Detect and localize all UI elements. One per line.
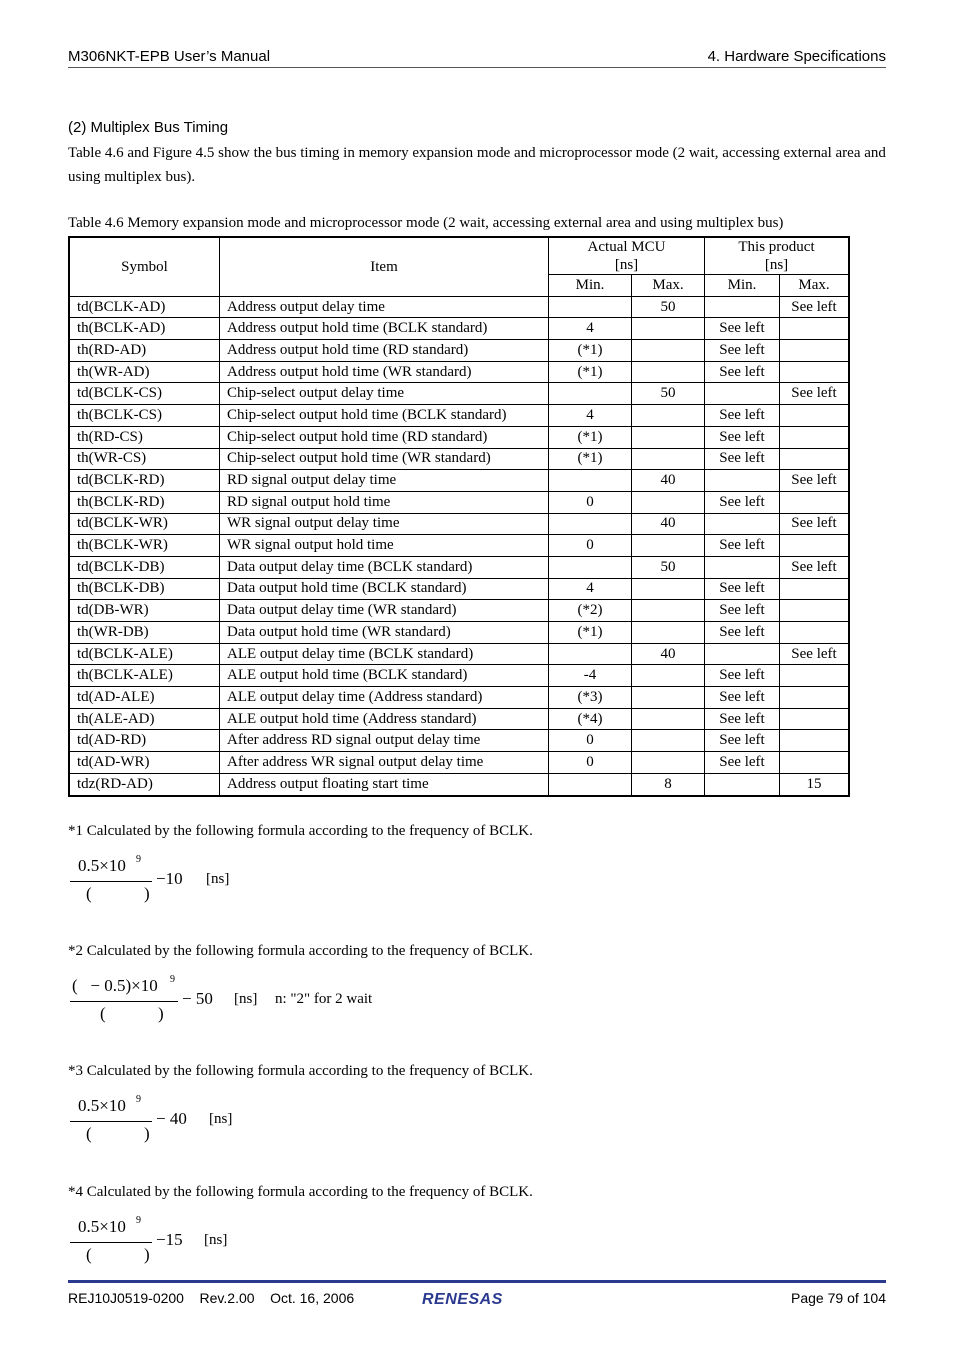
formula-2-fraction-bar <box>70 1001 178 1002</box>
formula-1-numerator: 0.5×10 <box>78 856 126 875</box>
table-row <box>69 491 849 513</box>
header-mcu-max: Max. <box>632 275 705 297</box>
cell-mcu-min <box>549 773 632 795</box>
cell-item: Chip-select output hold time (BCLK standard) <box>220 405 549 427</box>
cell-mcu-max <box>632 752 705 774</box>
formula-2-numerator: ( − 0.5)×10 <box>72 976 158 995</box>
formula-4-subtract: −15 <box>156 1230 183 1249</box>
table-row <box>69 600 849 622</box>
cell-mcu-max <box>632 708 705 730</box>
cell-mcu-max <box>632 578 705 600</box>
cell-mcu-min: (*1) <box>549 361 632 383</box>
table-row <box>69 556 849 578</box>
cell-mcu-min <box>549 296 632 318</box>
formula-4 <box>70 1217 400 1273</box>
cell-mcu-min: 0 <box>549 491 632 513</box>
cell-product-min: See left <box>705 318 780 340</box>
cell-product-min: See left <box>705 361 780 383</box>
cell-mcu-max <box>632 687 705 709</box>
header-item: Item <box>220 237 549 296</box>
cell-product-max <box>780 535 850 557</box>
footer-rule <box>68 1280 886 1283</box>
cell-symbol: td(AD-ALE) <box>69 687 220 709</box>
header-actual-mcu-label: Actual MCU <box>587 239 666 255</box>
renesas-logo <box>420 1288 532 1311</box>
cell-item: ALE output hold time (BCLK standard) <box>220 665 549 687</box>
cell-symbol: td(BCLK-RD) <box>69 470 220 492</box>
table-row <box>69 622 849 644</box>
formula-1-subtract: −10 <box>156 869 183 888</box>
cell-product-max <box>780 340 850 362</box>
cell-item: Chip-select output delay time <box>220 383 549 405</box>
cell-product-max: See left <box>780 296 850 318</box>
header-mcu-min: Min. <box>549 275 632 297</box>
cell-mcu-max <box>632 600 705 622</box>
formula-3-numerator: 0.5×10 <box>78 1096 126 1115</box>
table-row <box>69 578 849 600</box>
cell-mcu-min: (*1) <box>549 426 632 448</box>
table-row <box>69 361 849 383</box>
formula-1 <box>70 856 400 912</box>
cell-symbol: th(RD-AD) <box>69 340 220 362</box>
formula-4-numerator: 0.5×10 <box>78 1217 126 1236</box>
cell-item: After address WR signal output delay time <box>220 752 549 774</box>
cell-mcu-min: 0 <box>549 535 632 557</box>
cell-symbol: th(BCLK-ALE) <box>69 665 220 687</box>
cell-product-min: See left <box>705 665 780 687</box>
table-row <box>69 773 849 795</box>
cell-symbol: td(BCLK-WR) <box>69 513 220 535</box>
note-1: *1 Calculated by the following formula according to the frequency of BCLK. <box>68 823 533 839</box>
cell-product-max: See left <box>780 643 850 665</box>
cell-symbol: th(BCLK-DB) <box>69 578 220 600</box>
cell-mcu-min: (*1) <box>549 622 632 644</box>
cell-product-min <box>705 383 780 405</box>
table-row <box>69 383 849 405</box>
cell-mcu-max <box>632 535 705 557</box>
cell-product-max <box>780 622 850 644</box>
cell-item: ALE output hold time (Address standard) <box>220 708 549 730</box>
cell-product-max: See left <box>780 383 850 405</box>
cell-item: WR signal output hold time <box>220 535 549 557</box>
cell-symbol: tdz(RD-AD) <box>69 773 220 795</box>
table-row <box>69 535 849 557</box>
formula-1-unit: [ns] <box>206 871 230 887</box>
cell-mcu-max <box>632 426 705 448</box>
cell-mcu-min: (*4) <box>549 708 632 730</box>
cell-product-min: See left <box>705 405 780 427</box>
formula-3 <box>70 1096 400 1152</box>
cell-mcu-max <box>632 665 705 687</box>
formula-1-denominator-open: ( <box>86 884 92 903</box>
note-2: *2 Calculated by the following formula according to the frequency of BCLK. <box>68 943 533 959</box>
cell-product-max: See left <box>780 556 850 578</box>
cell-mcu-min <box>549 643 632 665</box>
cell-mcu-min <box>549 556 632 578</box>
cell-product-min: See left <box>705 687 780 709</box>
cell-symbol: th(BCLK-AD) <box>69 318 220 340</box>
cell-product-max: See left <box>780 513 850 535</box>
cell-product-max <box>780 448 850 470</box>
cell-product-min: See left <box>705 578 780 600</box>
cell-item: After address RD signal output delay time <box>220 730 549 752</box>
cell-product-min: See left <box>705 448 780 470</box>
formula-3-unit: [ns] <box>209 1111 233 1127</box>
formula-2 <box>70 976 400 1032</box>
cell-item: Address output delay time <box>220 296 549 318</box>
cell-product-min <box>705 470 780 492</box>
table-row <box>69 405 849 427</box>
cell-product-min: See left <box>705 730 780 752</box>
formula-4-exponent: 9 <box>136 1215 141 1226</box>
cell-product-min: See left <box>705 708 780 730</box>
page-header <box>68 47 886 68</box>
cell-mcu-min: 4 <box>549 578 632 600</box>
timing-table <box>68 236 850 797</box>
cell-symbol: th(RD-CS) <box>69 426 220 448</box>
formula-1-exponent: 9 <box>136 854 141 865</box>
cell-symbol: td(AD-RD) <box>69 730 220 752</box>
note-4: *4 Calculated by the following formula according to the frequency of BCLK. <box>68 1184 533 1200</box>
formula-4-unit: [ns] <box>204 1232 228 1248</box>
formula-2-unit: [ns] <box>234 991 258 1007</box>
cell-item: Address output hold time (WR standard) <box>220 361 549 383</box>
cell-product-min: See left <box>705 491 780 513</box>
cell-item: RD signal output hold time <box>220 491 549 513</box>
cell-product-max <box>780 687 850 709</box>
cell-item: Chip-select output hold time (WR standard) <box>220 448 549 470</box>
formula-4-denominator-close: ) <box>144 1245 150 1264</box>
table-row <box>69 340 849 362</box>
cell-product-max <box>780 491 850 513</box>
cell-item: RD signal output delay time <box>220 470 549 492</box>
table-row <box>69 513 849 535</box>
cell-product-max <box>780 752 850 774</box>
cell-symbol: th(WR-CS) <box>69 448 220 470</box>
table-row <box>69 643 849 665</box>
formula-3-fraction-bar <box>70 1121 152 1122</box>
formula-2-exponent: 9 <box>170 974 175 985</box>
cell-product-min: See left <box>705 535 780 557</box>
formula-1-fraction-bar <box>70 881 152 882</box>
cell-mcu-min: 0 <box>549 752 632 774</box>
header-this-product-unit: [ns] <box>764 257 789 273</box>
cell-item: Address output hold time (BCLK standard) <box>220 318 549 340</box>
cell-mcu-max: 50 <box>632 556 705 578</box>
cell-mcu-min: (*1) <box>549 340 632 362</box>
cell-symbol: th(WR-DB) <box>69 622 220 644</box>
cell-mcu-max: 40 <box>632 643 705 665</box>
cell-mcu-min: (*3) <box>549 687 632 709</box>
cell-product-min: See left <box>705 340 780 362</box>
cell-symbol: th(BCLK-CS) <box>69 405 220 427</box>
formula-2-denominator-open: ( <box>100 1004 106 1023</box>
cell-mcu-max <box>632 318 705 340</box>
cell-mcu-max: 40 <box>632 513 705 535</box>
cell-symbol: td(BCLK-ALE) <box>69 643 220 665</box>
cell-product-max: 15 <box>780 773 850 795</box>
cell-symbol: td(BCLK-DB) <box>69 556 220 578</box>
cell-product-min <box>705 513 780 535</box>
table-row <box>69 708 849 730</box>
cell-item: ALE output delay time (Address standard) <box>220 687 549 709</box>
cell-mcu-min: 4 <box>549 405 632 427</box>
cell-product-max <box>780 318 850 340</box>
table-row <box>69 448 849 470</box>
intro-paragraph: Table 4.6 and Figure 4.5 show the bus timing in memory expansion mode and microprocessor mode (2 wait, accessing external area and using multiplex bus). <box>68 145 886 185</box>
formula-4-denominator-open: ( <box>86 1245 92 1264</box>
cell-item: Data output hold time (BCLK standard) <box>220 578 549 600</box>
header-this-product <box>705 237 850 275</box>
cell-mcu-max: 50 <box>632 296 705 318</box>
cell-item: ALE output delay time (BCLK standard) <box>220 643 549 665</box>
table-row <box>69 296 849 318</box>
cell-product-max <box>780 600 850 622</box>
note-3: *3 Calculated by the following formula according to the frequency of BCLK. <box>68 1063 533 1079</box>
cell-product-max: See left <box>780 470 850 492</box>
cell-mcu-min: -4 <box>549 665 632 687</box>
formula-4-fraction-bar <box>70 1242 152 1243</box>
table-body <box>69 296 849 795</box>
page-number: Page 79 of 104 <box>791 1290 886 1306</box>
cell-mcu-max: 50 <box>632 383 705 405</box>
cell-symbol: td(DB-WR) <box>69 600 220 622</box>
cell-product-min: See left <box>705 600 780 622</box>
formula-1-denominator-close: ) <box>144 884 150 903</box>
cell-mcu-min: 4 <box>549 318 632 340</box>
cell-mcu-min <box>549 513 632 535</box>
document-id: REJ10J0519-0200 Rev.2.00 Oct. 16, 2006 <box>68 1290 355 1306</box>
cell-mcu-min <box>549 383 632 405</box>
cell-mcu-max <box>632 730 705 752</box>
table-row <box>69 665 849 687</box>
cell-mcu-max <box>632 340 705 362</box>
chapter-title: 4. Hardware Specifications <box>707 48 886 65</box>
cell-symbol: td(BCLK-AD) <box>69 296 220 318</box>
cell-mcu-min <box>549 470 632 492</box>
table-row <box>69 318 849 340</box>
cell-mcu-max <box>632 491 705 513</box>
cell-item: Data output delay time (WR standard) <box>220 600 549 622</box>
cell-mcu-max <box>632 405 705 427</box>
formula-2-wait-note: n: "2" for 2 wait <box>275 991 373 1007</box>
cell-product-min <box>705 556 780 578</box>
cell-mcu-max: 8 <box>632 773 705 795</box>
cell-mcu-max: 40 <box>632 470 705 492</box>
header-this-product-label: This product <box>738 239 815 255</box>
cell-product-max <box>780 708 850 730</box>
cell-mcu-min: (*2) <box>549 600 632 622</box>
cell-product-min: See left <box>705 426 780 448</box>
cell-mcu-max <box>632 448 705 470</box>
cell-item: Chip-select output hold time (RD standard) <box>220 426 549 448</box>
table-row <box>69 687 849 709</box>
table-caption: Table 4.6 Memory expansion mode and microprocessor mode (2 wait, accessing external area and using multiplex bus) <box>68 215 784 231</box>
cell-product-max <box>780 426 850 448</box>
cell-item: WR signal output delay time <box>220 513 549 535</box>
manual-title: M306NKT-EPB User’s Manual <box>68 48 271 65</box>
formula-3-denominator-close: ) <box>144 1124 150 1143</box>
formula-3-exponent: 9 <box>136 1094 141 1105</box>
cell-symbol: th(ALE-AD) <box>69 708 220 730</box>
formula-2-subtract: − 50 <box>182 989 213 1008</box>
cell-symbol: td(BCLK-CS) <box>69 383 220 405</box>
table-row <box>69 470 849 492</box>
header-actual-mcu <box>549 237 705 275</box>
formula-3-denominator-open: ( <box>86 1124 92 1143</box>
cell-item: Address output hold time (RD standard) <box>220 340 549 362</box>
header-product-max: Max. <box>780 275 850 297</box>
cell-product-min: See left <box>705 622 780 644</box>
cell-mcu-min: (*1) <box>549 448 632 470</box>
cell-mcu-max <box>632 622 705 644</box>
cell-product-min <box>705 773 780 795</box>
header-actual-mcu-unit: [ns] <box>614 257 639 273</box>
header-symbol: Symbol <box>69 237 220 296</box>
table-row <box>69 752 849 774</box>
section-title: (2) Multiplex Bus Timing <box>68 119 229 136</box>
cell-mcu-min: 0 <box>549 730 632 752</box>
cell-product-max <box>780 665 850 687</box>
cell-symbol: th(BCLK-WR) <box>69 535 220 557</box>
cell-mcu-max <box>632 361 705 383</box>
cell-product-max <box>780 405 850 427</box>
cell-product-max <box>780 578 850 600</box>
cell-product-min: See left <box>705 752 780 774</box>
header-product-min: Min. <box>705 275 780 297</box>
cell-product-max <box>780 361 850 383</box>
cell-item: Data output delay time (BCLK standard) <box>220 556 549 578</box>
cell-product-min <box>705 296 780 318</box>
cell-item: Data output hold time (WR standard) <box>220 622 549 644</box>
svg-text:RENESAS: RENESAS <box>422 1291 503 1308</box>
formula-3-subtract: − 40 <box>156 1109 187 1128</box>
cell-item: Address output floating start time <box>220 773 549 795</box>
cell-symbol: th(WR-AD) <box>69 361 220 383</box>
cell-symbol: th(BCLK-RD) <box>69 491 220 513</box>
cell-product-max <box>780 730 850 752</box>
table-row <box>69 730 849 752</box>
cell-symbol: td(AD-WR) <box>69 752 220 774</box>
cell-product-min <box>705 643 780 665</box>
formula-2-denominator-close: ) <box>158 1004 164 1023</box>
table-row <box>69 426 849 448</box>
